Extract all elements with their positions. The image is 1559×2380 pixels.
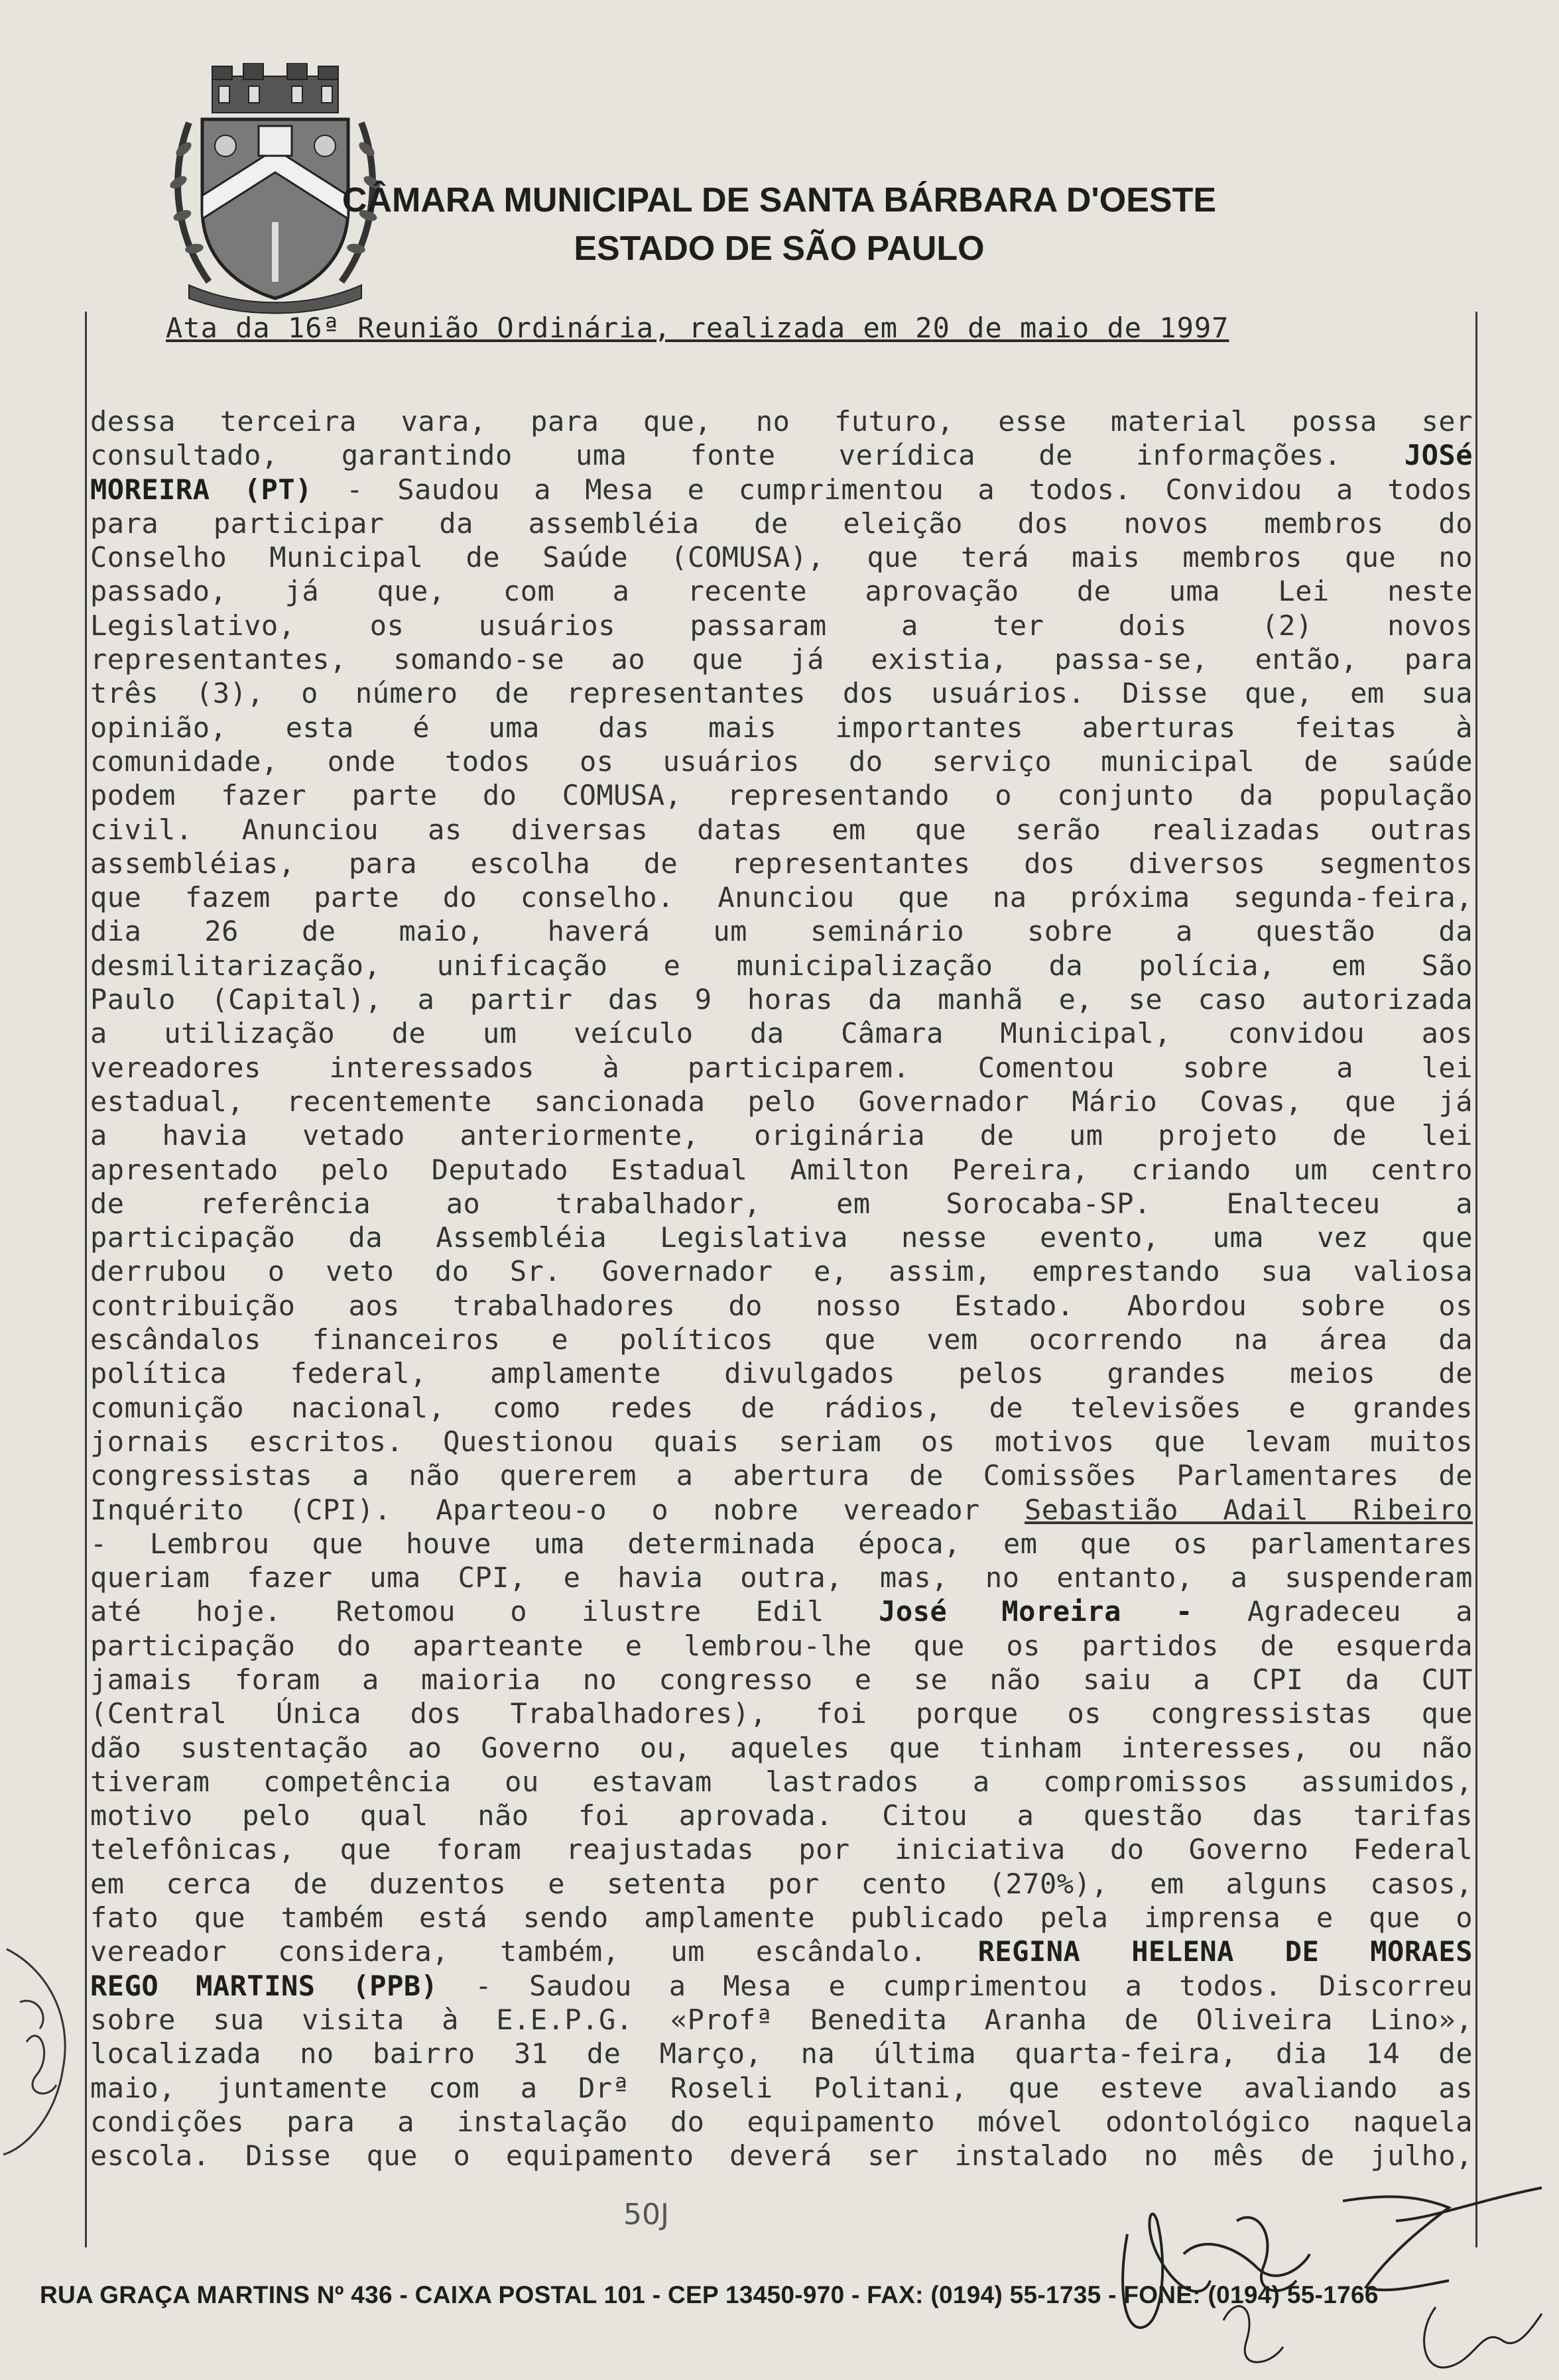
speaker-name: REGO MARTINS (PPB): [90, 1969, 438, 2002]
body-text-run: até hoje. Retomou o ilustre Edil: [90, 1595, 879, 1628]
body-text-run: Legislativo, os usuários passaram a ter dois (2) novos: [90, 609, 1473, 642]
body-text-run: jamais foram a maioria no congresso e se não saiu a CPI da CUT: [90, 1663, 1473, 1696]
handwritten-signatures: [1104, 2181, 1555, 2380]
frame-left-line: [85, 312, 87, 2247]
body-text-run: desmilitarização, unificação e municipalização da polícia, em São: [90, 949, 1473, 982]
body-line: [90, 2071, 1473, 2105]
body-line: [90, 1051, 1473, 1085]
body-text-run: Conselho Municipal de Saúde (COMUSA), que terá mais membros que no: [90, 541, 1473, 574]
body-line: [90, 847, 1473, 880]
body-text-run: - Lembrou que houve uma determinada época, em que os parlamentares: [90, 1527, 1473, 1560]
body-text-run: congressistas a não quererem a abertura de Comissões Parlamentares de: [90, 1459, 1473, 1492]
body-text-run: sobre sua visita à E.E.P.G. «Profª Benedita Aranha de Oliveira Lino»,: [90, 2003, 1473, 2036]
body-line: [90, 1187, 1473, 1220]
body-line: [90, 1425, 1473, 1458]
body-line: [90, 1561, 1473, 1594]
body-text-run: dão sustentação ao Governo ou, aqueles que tinham interesses, ou não: [90, 1731, 1473, 1764]
body-text-run: Paulo (Capital), a partir das 9 horas da manhã e, se caso autorizada: [90, 983, 1473, 1016]
body-line: [90, 1254, 1473, 1288]
body-line: [90, 2003, 1473, 2037]
body-line: [90, 1696, 1473, 1730]
body-line: [90, 1901, 1473, 1934]
body-line: [90, 1731, 1473, 1765]
body-line: [90, 1969, 1473, 2003]
body-line: [90, 1867, 1473, 1901]
body-line: [90, 609, 1473, 642]
body-text-run: em cerca de duzentos e setenta por cento (270%), em alguns casos,: [90, 1867, 1473, 1900]
body-text-run: Agradeceu a: [1192, 1595, 1473, 1628]
underlined-name: Sebastião Adail Ribeiro: [1025, 1493, 1473, 1526]
body-line: [90, 1458, 1473, 1492]
body-line: [90, 574, 1473, 608]
speaker-name: José Moreira -: [879, 1595, 1193, 1628]
body-text-run: Inquérito (CPI). Aparteou-o o nobre vereador: [90, 1493, 1025, 1526]
speaker-name: REGINA HELENA DE MORAES: [977, 1935, 1473, 1968]
body-text-run: representantes, somando-se ao que já existia, passa-se, então, para: [90, 643, 1473, 676]
body-line: [90, 2037, 1473, 2070]
minutes-body: [90, 404, 1473, 2172]
body-text-run: - Saudou a Mesa e cumprimentou a todos. Discorreu: [438, 1969, 1473, 2002]
state-name: ESTADO DE SÃO PAULO: [574, 229, 985, 268]
body-line: [90, 744, 1473, 778]
body-line: [90, 1289, 1473, 1323]
body-text-run: a utilização de um veículo da Câmara Municipal, convidou aos: [90, 1017, 1473, 1050]
body-text-run: contribuição aos trabalhadores do nosso Estado. Abordou sobre os: [90, 1289, 1473, 1322]
body-text-run: - Saudou a Mesa e cumprimentou a todos. Convidou a todos: [312, 473, 1473, 506]
frame-right-line: [1475, 312, 1477, 2247]
body-text-run: dessa terceira vara, para que, no futuro, esse material possa ser: [90, 405, 1473, 438]
body-text-run: consultado, garantindo uma fonte verídica de informações.: [90, 439, 1404, 472]
page-number: 50J: [623, 2198, 669, 2231]
body-line: [90, 1663, 1473, 1696]
body-text-run: condições para a instalação do equipamento móvel odontológico naquela: [90, 2105, 1473, 2138]
footer-address: RUA GRAÇA MARTINS Nº 436 - CAIXA POSTAL 101 - CEP 13450-970 - FAX: (0194) 55-1735 - FONE: (0194) 55-1766: [40, 2281, 1379, 2308]
body-line: [90, 1153, 1473, 1187]
body-text-run: estadual, recentemente sancionada pelo Governador Mário Covas, que já: [90, 1085, 1473, 1118]
body-text-run: comunidade, onde todos os usuários do serviço municipal de saúde: [90, 744, 1473, 778]
body-line: [90, 1323, 1473, 1356]
body-line: [90, 1527, 1473, 1561]
body-line: [90, 473, 1473, 506]
body-text-run: assembléias, para escolha de representantes dos diversos segmentos: [90, 847, 1473, 880]
body-text-run: (Central Única dos Trabalhadores), foi porque os congressistas que: [90, 1697, 1473, 1730]
body-line: [90, 1629, 1473, 1663]
body-line: [90, 778, 1473, 812]
body-line: [90, 1220, 1473, 1254]
body-line: [90, 438, 1473, 472]
body-text-run: derrubou o veto do Sr. Governador e, assim, emprestando sua valiosa: [90, 1255, 1473, 1288]
body-line: [90, 1016, 1473, 1050]
body-line: [90, 1832, 1473, 1866]
body-line: [90, 880, 1473, 914]
body-text-run: que fazem parte do conselho. Anunciou que na próxima segunda-feira,: [90, 881, 1473, 914]
body-line: [90, 2139, 1473, 2172]
body-text-run: opinião, esta é uma das mais importantes aberturas feitas à: [90, 711, 1473, 744]
body-line: [90, 1085, 1473, 1118]
body-text-run: passado, já que, com a recente aprovação de uma Lei neste: [90, 575, 1473, 608]
body-text-run: escola. Disse que o equipamento deverá ser instalado no mês de julho,: [90, 2139, 1473, 2172]
body-text-run: telefônicas, que foram reajustadas por iniciativa do Governo Federal: [90, 1833, 1473, 1866]
body-line: [90, 1493, 1473, 1527]
body-text-run: de referência ao trabalhador, em Sorocaba-SP. Enalteceu a: [90, 1187, 1473, 1220]
body-line: [90, 1391, 1473, 1425]
speaker-name: MOREIRA (PT): [90, 473, 312, 506]
speaker-name: JOSé: [1404, 439, 1473, 472]
body-text-run: a havia vetado anteriormente, originária de um projeto de lei: [90, 1119, 1473, 1152]
body-text-run: política federal, amplamente divulgados pelos grandes meios de: [90, 1357, 1473, 1390]
minutes-title: Ata da 16ª Reunião Ordinária, realizada em 20 de maio de 1997: [166, 312, 1229, 344]
body-line: [90, 1934, 1473, 1968]
body-line: [90, 1118, 1473, 1152]
body-text-run: vereadores interessados à participarem. Comentou sobre a lei: [90, 1051, 1473, 1084]
institution-name: CÂMARA MUNICIPAL DE SANTA BÁRBARA D'OESTE: [342, 181, 1217, 219]
body-text-run: participação do aparteante e lembrou-lhe que os partidos de esquerda: [90, 1629, 1473, 1662]
body-text-run: escândalos financeiros e políticos que vem ocorrendo na área da: [90, 1323, 1473, 1356]
body-line: [90, 1799, 1473, 1832]
body-text-run: queriam fazer uma CPI, e havia outra, mas, no entanto, a suspenderam: [90, 1561, 1473, 1594]
body-text-run: podem fazer parte do COMUSA, representando o conjunto da população: [90, 779, 1473, 812]
body-text-run: maio, juntamente com a Drª Roseli Politani, que esteve avaliando as: [90, 2071, 1473, 2104]
body-text-run: jornais escritos. Questionou quais seriam os motivos que levam muitos: [90, 1425, 1473, 1458]
body-line: [90, 540, 1473, 574]
body-line: [90, 1594, 1473, 1628]
body-line: [90, 2105, 1473, 2139]
body-text-run: motivo pelo qual não foi aprovada. Citou a questão das tarifas: [90, 1799, 1473, 1832]
body-text-run: tiveram competência ou estavam lastrados a compromissos assumidos,: [90, 1765, 1473, 1798]
body-line: [90, 711, 1473, 744]
body-line: [90, 914, 1473, 948]
body-line: [90, 1765, 1473, 1799]
body-line: [90, 506, 1473, 540]
body-line: [90, 949, 1473, 982]
body-text-run: dia 26 de maio, haverá um seminário sobre a questão da: [90, 915, 1473, 948]
body-text-run: vereador considera, também, um escândalo.: [90, 1935, 978, 1968]
body-text-run: fato que também está sendo amplamente publicado pela imprensa e que o: [90, 1901, 1473, 1934]
body-line: [90, 676, 1473, 710]
body-line: [90, 982, 1473, 1016]
body-text-run: comunição nacional, como redes de rádios, de televisões e grandes: [90, 1391, 1473, 1424]
body-line: [90, 404, 1473, 438]
body-line: [90, 1356, 1473, 1390]
body-text-run: apresentado pelo Deputado Estadual Amilton Pereira, criando um centro: [90, 1153, 1473, 1186]
body-line: [90, 642, 1473, 676]
body-text-run: três (3), o número de representantes dos usuários. Disse que, em sua: [90, 677, 1473, 710]
body-text-run: participação da Assembléia Legislativa nesse evento, uma vez que: [90, 1221, 1473, 1254]
margin-signature: [0, 1942, 80, 2161]
body-text-run: para participar da assembléia de eleição dos novos membros do: [90, 506, 1473, 540]
body-text-run: localizada no bairro 31 de Março, na última quarta-feira, dia 14 de: [90, 2037, 1473, 2070]
body-line: [90, 813, 1473, 847]
body-text-run: civil. Anunciou as diversas datas em que serão realizadas outras: [90, 813, 1473, 846]
